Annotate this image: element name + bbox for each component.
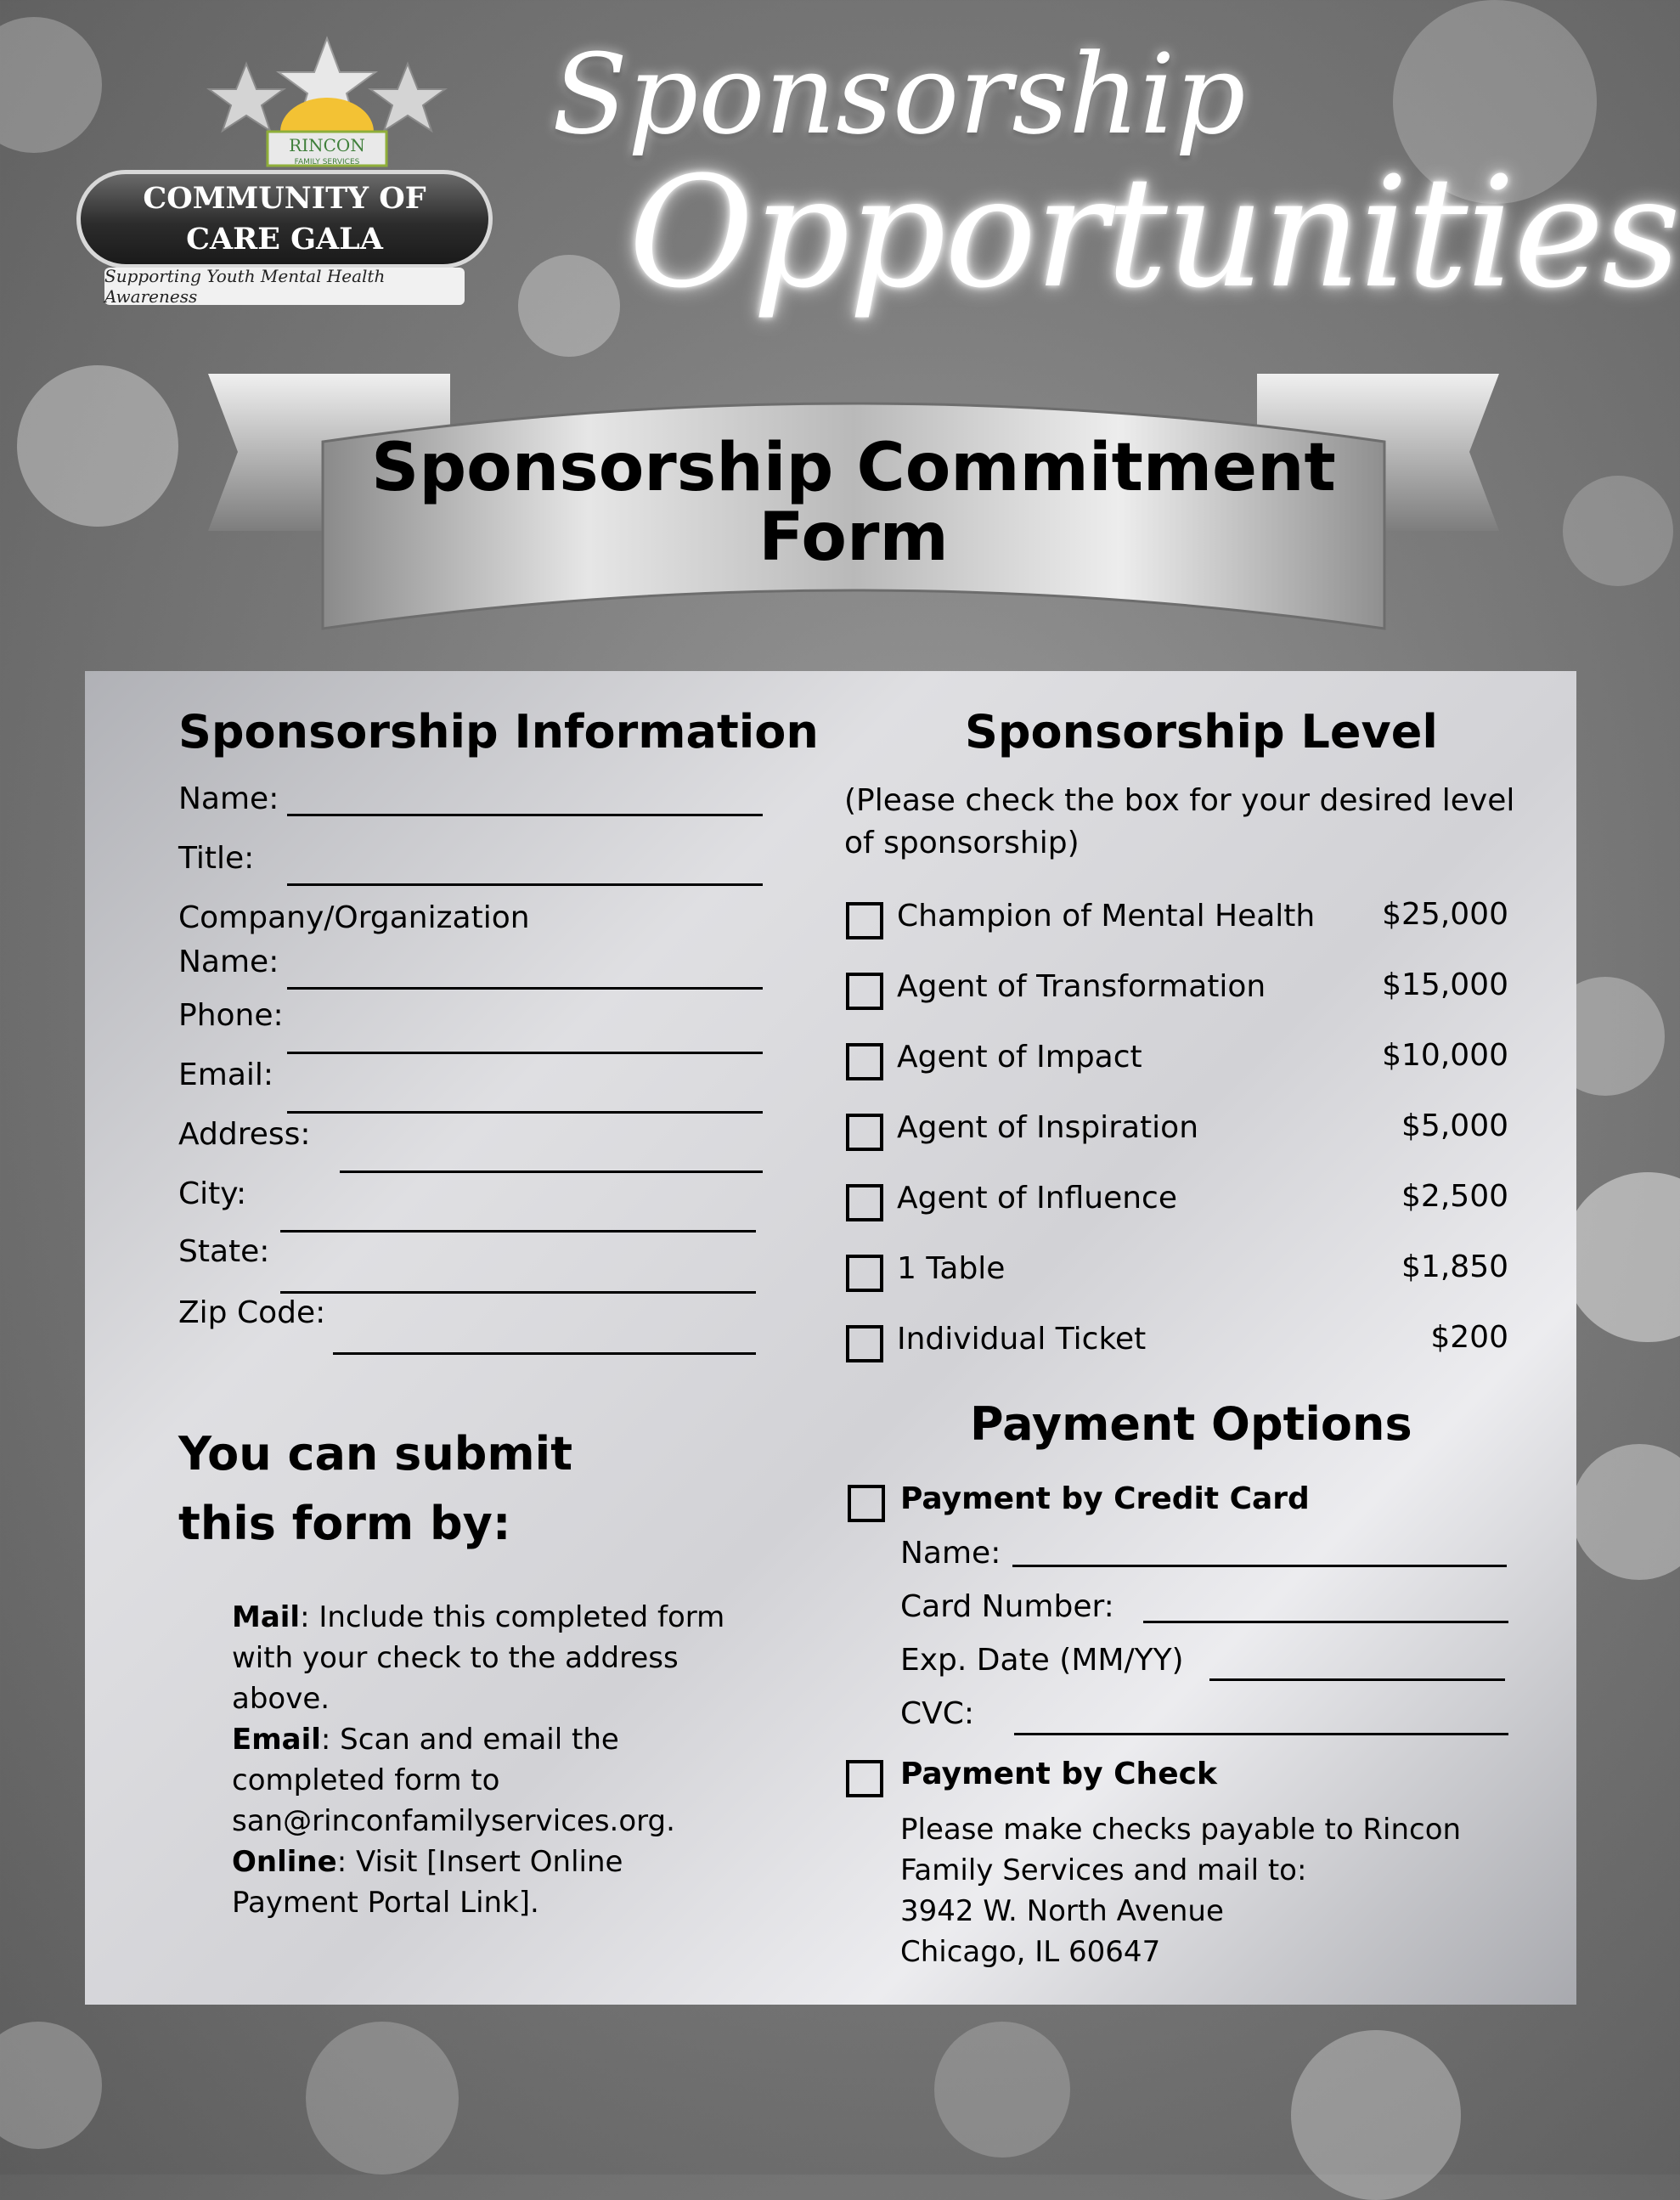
name-label: Name: bbox=[178, 781, 279, 816]
logo-tagline: Supporting Youth Mental Health Awareness bbox=[104, 268, 465, 305]
bokeh-light bbox=[17, 365, 178, 527]
cc-number-label: Card Number: bbox=[900, 1589, 1114, 1624]
check-address-line-2: Chicago, IL 60647 bbox=[900, 1935, 1161, 1969]
bokeh-light bbox=[306, 2022, 459, 2175]
zip-label: Zip Code: bbox=[178, 1295, 326, 1330]
level-price-champion: $25,000 bbox=[1382, 897, 1508, 932]
check-payment-checkbox[interactable] bbox=[846, 1760, 883, 1797]
cc-name-field[interactable] bbox=[1012, 1565, 1507, 1567]
mail-method-text: : Include this completed form with your check to the address above. bbox=[232, 1600, 725, 1716]
logo-org-text: RINCON bbox=[289, 135, 365, 155]
company-label-line-1: Company/Organization bbox=[178, 900, 530, 935]
state-field[interactable] bbox=[280, 1291, 756, 1294]
city-label: City: bbox=[178, 1176, 247, 1211]
submit-heading-line-2: this form by: bbox=[178, 1497, 511, 1550]
bokeh-light bbox=[1563, 1172, 1680, 1342]
bokeh-light bbox=[0, 2022, 102, 2149]
level-checkbox-transformation[interactable] bbox=[846, 973, 883, 1010]
level-name-table: 1 Table bbox=[897, 1251, 1006, 1286]
level-name-inspiration: Agent of Inspiration bbox=[897, 1110, 1199, 1145]
cc-exp-label: Exp. Date (MM/YY) bbox=[900, 1643, 1184, 1678]
bokeh-light bbox=[518, 255, 620, 357]
phone-field[interactable] bbox=[287, 1052, 763, 1054]
level-name-influence: Agent of Influence bbox=[897, 1181, 1177, 1216]
email-label: Email: bbox=[178, 1058, 274, 1092]
online-method-label: Online bbox=[232, 1845, 337, 1879]
check-payment-instructions bbox=[900, 1809, 1563, 1972]
mail-method-label: Mail bbox=[232, 1600, 301, 1634]
email-field[interactable] bbox=[287, 1111, 763, 1114]
address-field[interactable] bbox=[340, 1171, 763, 1173]
gala-logo bbox=[76, 34, 501, 314]
city-field[interactable] bbox=[280, 1230, 756, 1233]
zip-field[interactable] bbox=[333, 1352, 756, 1355]
logo-line-1: COMMUNITY OF bbox=[143, 181, 426, 216]
level-checkbox-impact[interactable] bbox=[846, 1043, 883, 1080]
stars-crown-icon bbox=[187, 34, 467, 170]
sponsorship-info-heading: Sponsorship Information bbox=[178, 705, 819, 759]
title-label: Title: bbox=[178, 841, 255, 876]
credit-card-label: Payment by Credit Card bbox=[900, 1481, 1310, 1516]
bokeh-light bbox=[934, 2022, 1070, 2158]
sponsorship-level-heading: Sponsorship Level bbox=[965, 705, 1438, 759]
company-label-line-2: Name: bbox=[178, 945, 279, 979]
logo-org-sub-text: FAMILY SERVICES bbox=[294, 158, 360, 166]
level-name-individual-ticket: Individual Ticket bbox=[897, 1322, 1147, 1357]
credit-card-checkbox[interactable] bbox=[848, 1485, 885, 1522]
level-price-influence: $2,500 bbox=[1401, 1179, 1508, 1214]
bokeh-light bbox=[1563, 476, 1673, 586]
level-checkbox-champion[interactable] bbox=[846, 902, 883, 939]
level-price-impact: $10,000 bbox=[1382, 1038, 1508, 1073]
form-panel bbox=[85, 671, 1576, 2005]
level-price-transformation: $15,000 bbox=[1382, 967, 1508, 1002]
form-title-ribbon bbox=[208, 374, 1499, 663]
level-name-champion: Champion of Mental Health bbox=[897, 899, 1316, 934]
cc-exp-field[interactable] bbox=[1209, 1678, 1505, 1681]
company-field[interactable] bbox=[287, 987, 763, 990]
payment-options-heading: Payment Options bbox=[970, 1397, 1412, 1451]
phone-label: Phone: bbox=[178, 998, 284, 1033]
email-method-label: Email bbox=[232, 1723, 321, 1757]
form-title-line-1: Sponsorship Commitment bbox=[371, 430, 1336, 506]
title-field[interactable] bbox=[287, 883, 763, 886]
name-field[interactable] bbox=[287, 814, 763, 816]
level-price-individual-ticket: $200 bbox=[1430, 1320, 1508, 1355]
address-label: Address: bbox=[178, 1117, 311, 1152]
check-instruction-line-2: Family Services and mail to: bbox=[900, 1853, 1307, 1887]
email-method-text: : Scan and email the completed form to san@rinconfamilyservices.org. bbox=[232, 1723, 675, 1838]
level-name-transformation: Agent of Transformation bbox=[897, 969, 1266, 1004]
form-title-line-2: Form bbox=[758, 499, 949, 576]
check-payment-label: Payment by Check bbox=[900, 1757, 1217, 1791]
cc-cvc-label: CVC: bbox=[900, 1696, 975, 1731]
submit-methods bbox=[232, 1597, 758, 1923]
cc-number-field[interactable] bbox=[1143, 1621, 1508, 1623]
page-title-sponsorship: Sponsorship bbox=[552, 30, 1246, 159]
cc-name-label: Name: bbox=[900, 1536, 1001, 1571]
online-method-text: : Visit [Insert Online Payment Portal Link]. bbox=[232, 1845, 623, 1920]
cc-cvc-field[interactable] bbox=[1014, 1733, 1508, 1735]
bokeh-light bbox=[1571, 1444, 1680, 1580]
level-checkbox-inspiration[interactable] bbox=[846, 1114, 883, 1151]
level-price-inspiration: $5,000 bbox=[1401, 1108, 1508, 1143]
check-instruction-line-1: Please make checks payable to Rincon bbox=[900, 1813, 1462, 1847]
state-label: State: bbox=[178, 1234, 270, 1269]
level-checkbox-influence[interactable] bbox=[846, 1184, 883, 1221]
level-name-impact: Agent of Impact bbox=[897, 1040, 1142, 1075]
check-address-line-1: 3942 W. North Avenue bbox=[900, 1894, 1224, 1928]
page-title-opportunities: Opportunities bbox=[629, 144, 1679, 322]
sponsorship-level-instruction: (Please check the box for your desired level of sponsorship) bbox=[844, 783, 1515, 860]
bokeh-light bbox=[1291, 2030, 1461, 2200]
logo-line-2: CARE GALA bbox=[186, 222, 383, 257]
level-checkbox-table[interactable] bbox=[846, 1255, 883, 1292]
level-checkbox-individual-ticket[interactable] bbox=[846, 1325, 883, 1362]
level-price-table: $1,850 bbox=[1401, 1249, 1508, 1284]
logo-gala-badge bbox=[76, 170, 493, 268]
submit-heading-line-1: You can submit bbox=[178, 1427, 573, 1481]
